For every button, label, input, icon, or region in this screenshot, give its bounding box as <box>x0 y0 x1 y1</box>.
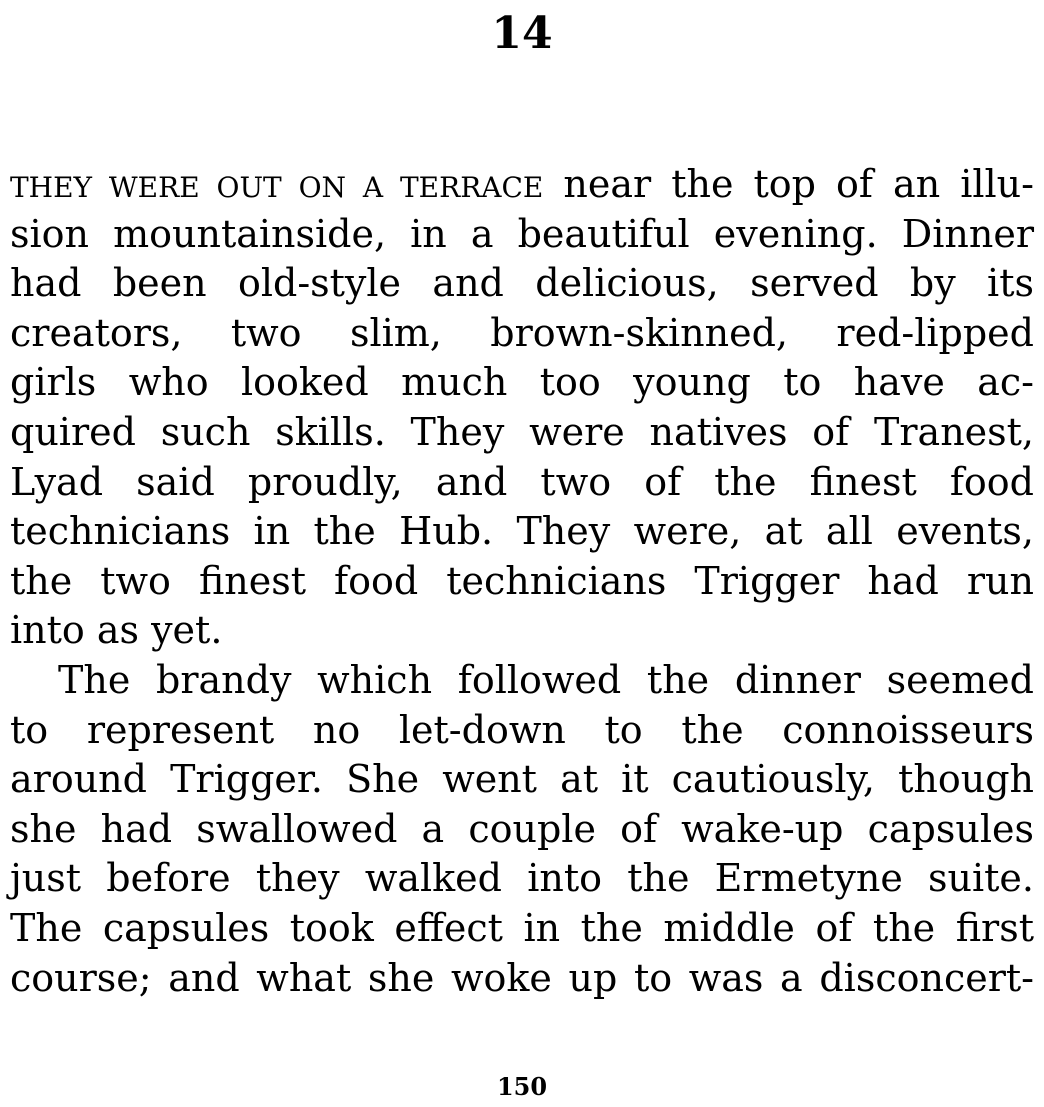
text-line: just before they walked into the Ermetyne suite. <box>10 856 1034 901</box>
text-line: course; and what she woke up to was a disconcert- <box>10 955 1034 1000</box>
text-line: around Trigger. She went at it cautiously, though <box>10 757 1034 802</box>
page-number: 150 <box>496 1072 548 1101</box>
body-text <box>10 160 1034 1003</box>
text-line: creators, two slim, brown-skinned, red-lipped <box>10 310 1034 355</box>
line-text: near the top of an illu- <box>543 162 1034 206</box>
text-line: had been old-style and delicious, served by its <box>10 261 1034 306</box>
text-line: The capsules took effect in the middle of the first <box>10 905 1034 950</box>
text-line: Lyad said proudly, and two of the finest food <box>10 459 1034 504</box>
text-line: technicians in the Hub. They were, at all events, <box>10 509 1034 554</box>
chapter-number: 14 <box>491 8 553 59</box>
text-line: she had swallowed a couple of wake-up capsules <box>10 806 1034 851</box>
paragraph-2 <box>10 656 1034 1003</box>
text-line: quired such skills. They were natives of Tranest, <box>10 409 1034 454</box>
text-line: sion mountainside, in a beautiful evening. Dinner <box>10 211 1034 256</box>
text-line: the two finest food technicians Trigger had run <box>10 558 1034 603</box>
paragraph-1 <box>10 160 1034 656</box>
text-line <box>10 160 1034 210</box>
text-line: into as yet. <box>10 608 223 653</box>
text-line: girls who looked much too young to have ac- <box>10 360 1034 405</box>
opening-smallcaps: THEY WERE OUT ON A TERRACE <box>10 171 544 204</box>
text-line: The brandy which followed the dinner seemed <box>58 657 1034 702</box>
text-line: to represent no let-down to the connoisseurs <box>10 707 1034 752</box>
